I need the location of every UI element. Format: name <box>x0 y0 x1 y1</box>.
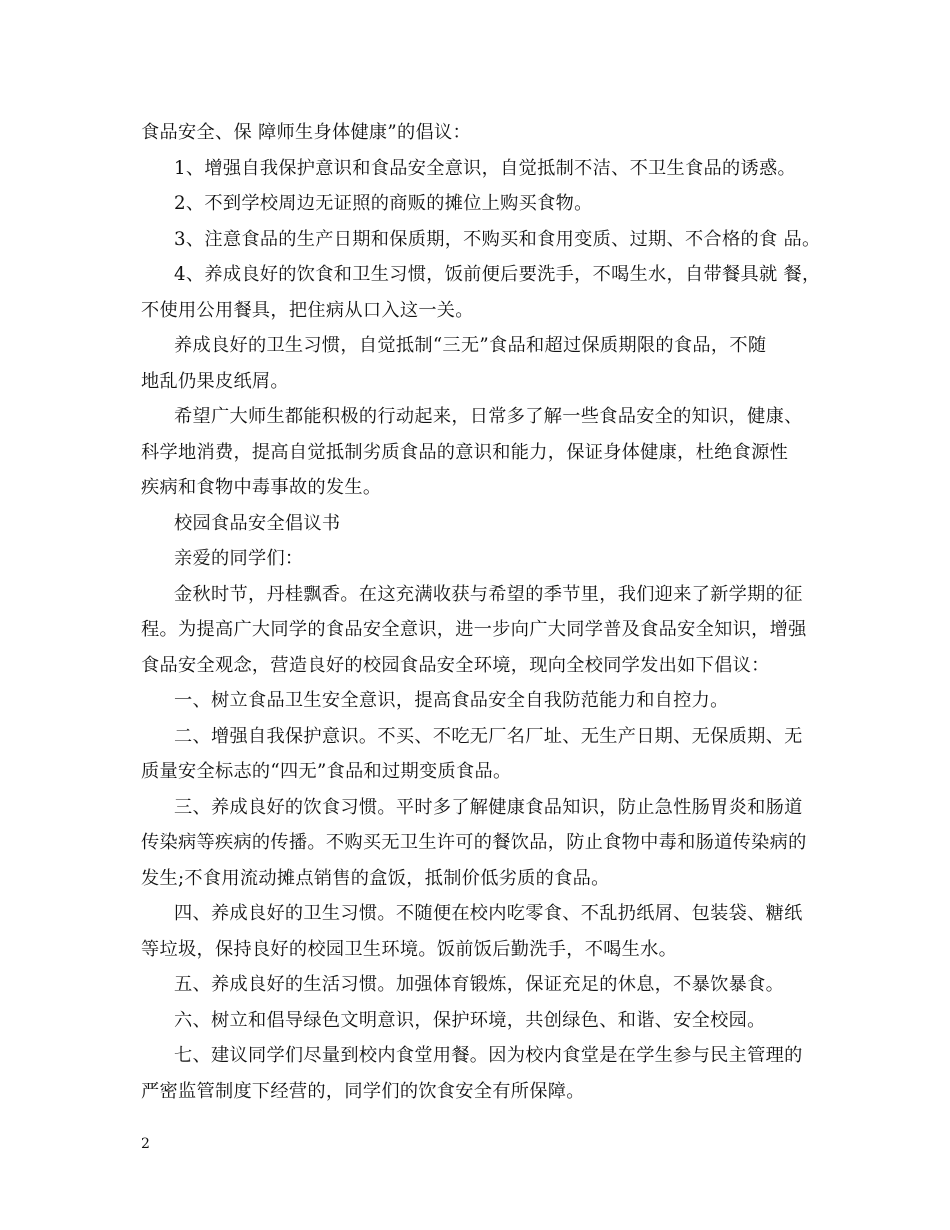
text-line: 等垃圾，保持良好的校园卫生环境。饭前饭后勤洗手，不喝生水。 <box>141 938 678 960</box>
text-line: 严密监管制度下经营的，同学们的饮食安全有所保障。 <box>141 1080 585 1102</box>
text-line: 2、不到学校周边无证照的商贩的摊位上购买食物。 <box>174 193 593 214</box>
text-line: 发生;不食用流动摊点销售的盒饭，抵制价低劣质的食品。 <box>141 867 610 889</box>
text-line: 六、树立和倡导绿色文明意识，保护环境，共创绿色、和谐、安全校园。 <box>174 1009 766 1031</box>
text-line: 4、养成良好的饮食和卫生习惯，饭前便后要洗手，不喝生水，自带餐具就 餐， <box>174 264 821 285</box>
text-line: 希望广大师生都能积极的行动起来，日常多了解一些食品安全的知识，健康、 <box>174 406 803 427</box>
section-title: 校园食品安全倡议书 <box>174 512 341 534</box>
text-line: 传染病等疾病的传播。不购买无卫生许可的餐饮品，防止食物中毒和肠道传染病的 <box>141 832 807 853</box>
text-line: 质量安全标志的“四无”食品和过期变质食品。 <box>141 761 512 782</box>
text-line: 科学地消费，提高自觉抵制劣质食品的意识和能力，保证身体健康，杜绝食源性 <box>141 441 789 463</box>
text-line: 程。为提高广大同学的食品安全意识，进一步向广大同学普及食品安全知识，增强 <box>141 619 807 640</box>
text-line: 食品安全、保 障师生身体健康”的倡议： <box>141 122 471 143</box>
document-body <box>141 115 821 1109</box>
text-line: 金秋时节，丹桂飘香。在这充满收获与希望的季节里，我们迎来了新学期的征 <box>174 583 803 605</box>
text-line: 疾病和食物中毒事故的发生。 <box>141 477 382 498</box>
text-line: 二、增强自我保护意识。不买、不吃无厂名厂址、无生产日期、无保质期、无 <box>174 725 803 747</box>
text-line: 地乱仍果皮纸屑。 <box>141 370 289 392</box>
text-line: 七、建议同学们尽量到校内食堂用餐。因为校内食堂是在学生参与民主管理的 <box>174 1045 803 1066</box>
text-line: 食品安全观念，营造良好的校园食品安全环境，现向全校同学发出如下倡议： <box>141 654 770 676</box>
text-line: 1、增强自我保护意识和食品安全意识，自觉抵制不洁、不卫生食品的诱惑。 <box>174 157 796 179</box>
text-line: 一、树立食品卫生安全意识，提高食品安全自我防范能力和自控力。 <box>174 690 729 711</box>
page-number: 2 <box>141 1136 150 1152</box>
text-line: 五、养成良好的生活习惯。加强体育锻炼，保证充足的休息，不暴饮暴食。 <box>174 974 785 995</box>
text-line: 不使用公用餐具，把住病从口入这一关。 <box>141 299 474 321</box>
text-line: 四、养成良好的卫生习惯。不随便在校内吃零食、不乱扔纸屑、包装袋、糖纸 <box>174 903 803 924</box>
text-line: 养成良好的卫生习惯，自觉抵制“三无”食品和超过保质期限的食品，不随 <box>174 335 767 356</box>
text-line: 3、注意食品的生产日期和保质期，不购买和食用变质、过期、不合格的食 品。 <box>174 228 821 250</box>
text-line: 三、养成良好的饮食习惯。平时多了解健康食品知识，防止急性肠胃炎和肠道 <box>174 796 803 818</box>
salutation: 亲爱的同学们： <box>174 548 304 569</box>
